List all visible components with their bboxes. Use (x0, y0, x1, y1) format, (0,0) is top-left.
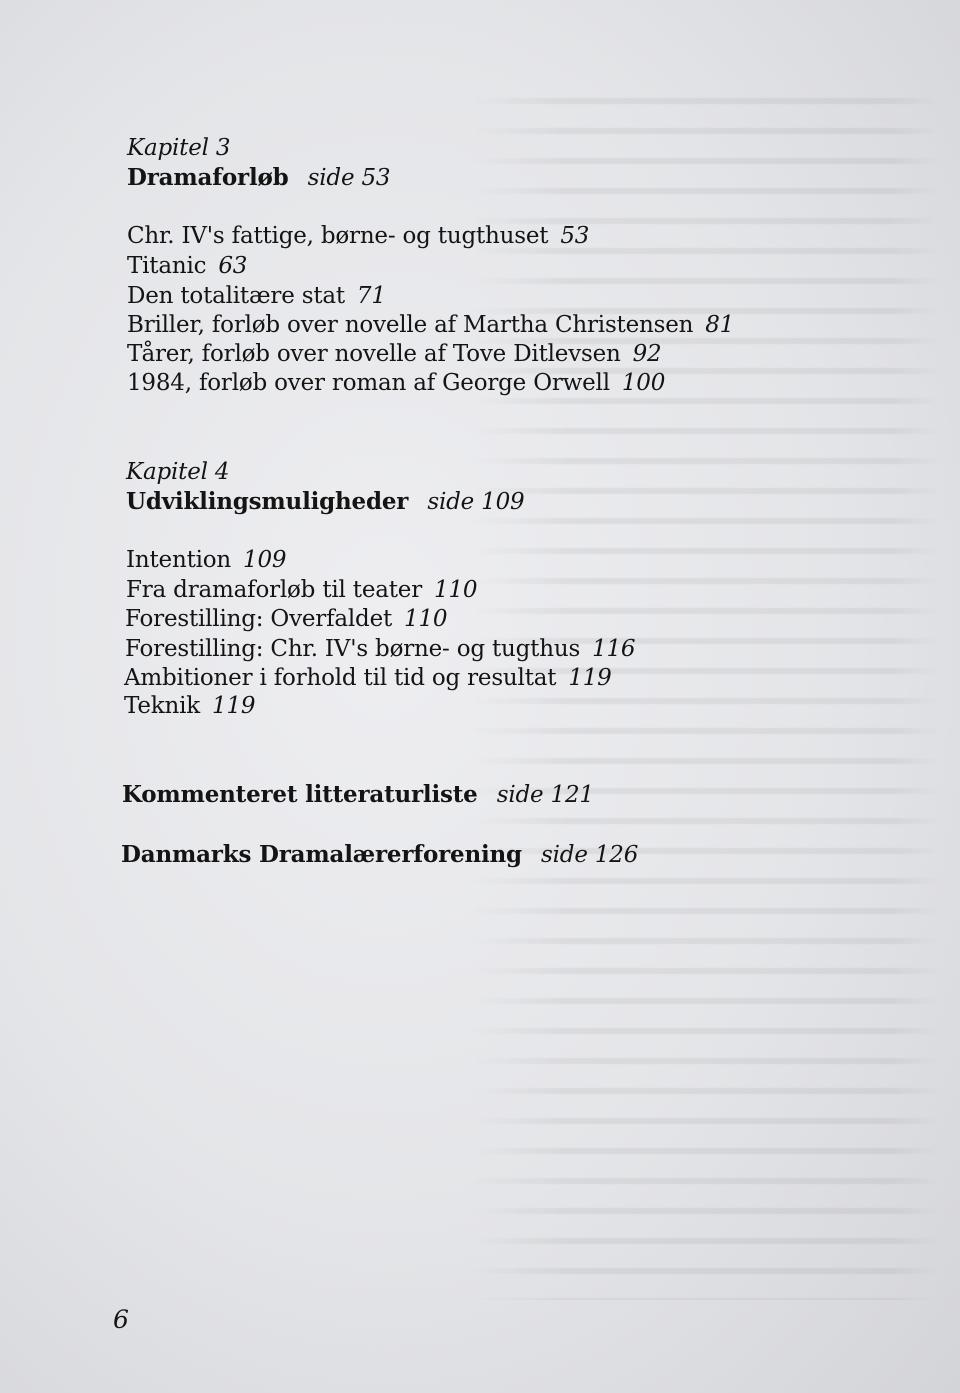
page-number: 6 (113, 1305, 129, 1334)
toc-entry-page: 110 (404, 606, 448, 632)
toc-entry-text: Teknik (124, 693, 201, 719)
chapter-3-label: Kapitel 3 (127, 135, 231, 161)
toc-entry (124, 691, 255, 721)
literature-page: side 121 (496, 782, 594, 808)
toc-entry-text: Tårer, forløb over novelle af Tove Ditlevsen (127, 341, 621, 367)
toc-entry-text: Ambitioner i forhold til tid og resultat (124, 665, 557, 691)
toc-entry (124, 663, 612, 693)
association-title: Danmarks Dramalærerforening (121, 841, 522, 868)
chapter-4-title: Udviklingsmuligheder (126, 488, 409, 515)
chapter-4-heading (126, 487, 524, 517)
association-page: side 126 (541, 842, 639, 868)
toc-entry-page: 116 (592, 636, 636, 662)
toc-entry-page: 119 (568, 665, 612, 691)
toc-entry-page: 110 (434, 577, 478, 603)
toc-entry (126, 575, 477, 605)
toc-entry-page: 71 (356, 283, 386, 309)
toc-entry-text: Titanic (127, 253, 207, 279)
toc-entry (125, 604, 447, 634)
toc-entry-page: 53 (560, 223, 590, 249)
toc-entry (127, 368, 665, 398)
literature-heading (122, 780, 594, 810)
toc-entry-page: 92 (632, 341, 662, 367)
toc-entry-page: 81 (705, 312, 735, 338)
toc-entry-text: Forestilling: Chr. IV's børne- og tugthus (125, 636, 581, 662)
toc-entry (127, 251, 247, 281)
toc-entry (126, 545, 286, 575)
toc-entry-page: 119 (212, 693, 256, 719)
chapter-4-title-page: side 109 (427, 489, 525, 515)
toc-entry (127, 339, 662, 369)
association-heading (121, 840, 638, 870)
toc-entry-page: 63 (218, 253, 248, 279)
toc-entry-text: Forestilling: Overfaldet (125, 606, 393, 632)
toc-entry (127, 221, 589, 251)
chapter-3-heading (127, 163, 390, 193)
toc-entry-text: Intention (126, 547, 232, 573)
toc-entry-page: 109 (243, 547, 287, 573)
toc-entry (127, 310, 734, 340)
toc-entry-text: Briller, forløb over novelle af Martha Christensen (127, 312, 694, 338)
toc-entry-text: 1984, forløb over roman af George Orwell (127, 370, 610, 396)
toc-entry-text: Fra dramaforløb til teater (126, 577, 423, 603)
toc-entry (127, 281, 386, 311)
toc-entry-text: Chr. IV's fattige, børne- og tugthuset (127, 223, 549, 249)
literature-title: Kommenteret litteraturliste (122, 781, 478, 808)
chapter-3-title: Dramaforløb (127, 164, 289, 191)
chapter-4-label: Kapitel 4 (126, 459, 230, 485)
toc-entry-page: 100 (621, 370, 666, 396)
toc-entry (125, 634, 635, 664)
toc-entry-text: Den totalitære stat (127, 283, 345, 309)
chapter-3-title-page: side 53 (307, 165, 391, 191)
